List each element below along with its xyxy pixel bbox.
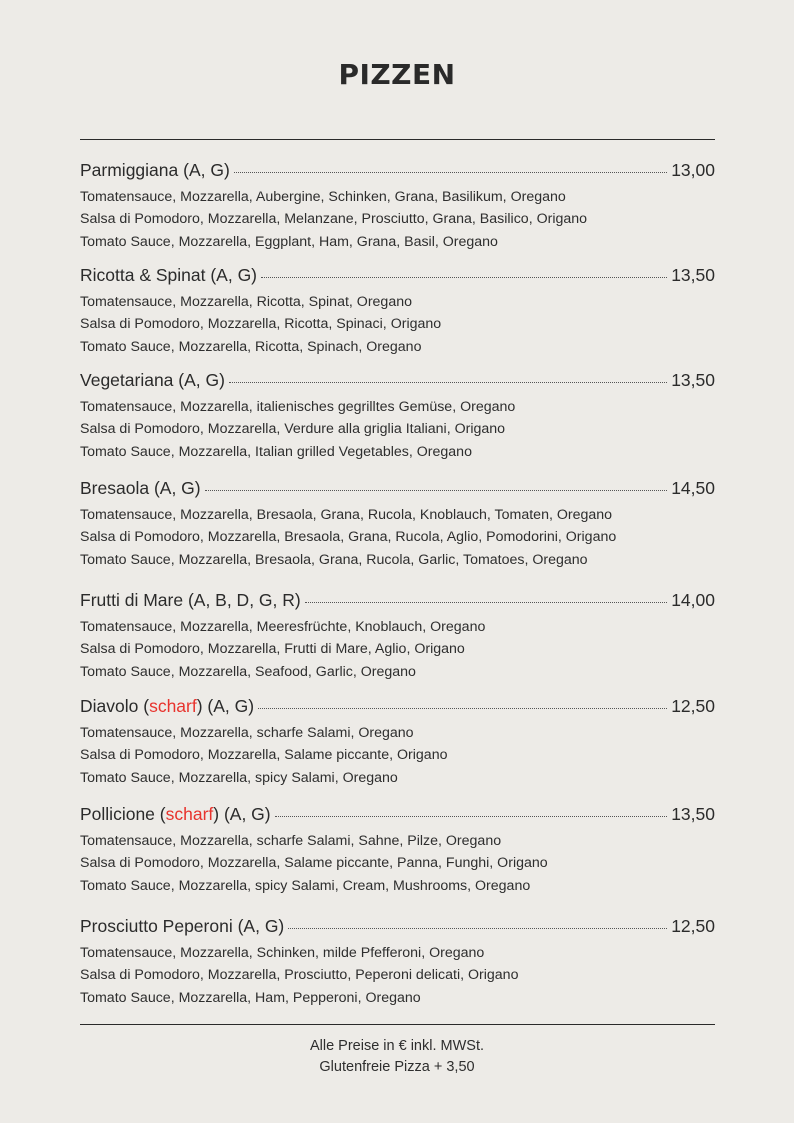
dot-leader <box>258 708 667 709</box>
dot-leader <box>205 490 668 491</box>
menu-item <box>80 265 715 358</box>
dot-leader <box>229 382 667 383</box>
menu-item-name: Pollicione (scharf) (A, G) <box>80 804 271 824</box>
menu-item-price: 12,50 <box>671 916 715 936</box>
description-de: Tomatensauce, Mozzarella, Ricotta, Spinat, Oregano <box>80 294 412 310</box>
description-en: Tomato Sauce, Mozzarella, Ricotta, Spinach, Oregano <box>80 338 422 355</box>
menu-item-name: Bresaola (A, G) <box>80 478 201 498</box>
menu-item-price: 12,50 <box>671 696 715 716</box>
description-en: Tomato Sauce, Mozzarella, spicy Salami, Cream, Mushrooms, Oregano <box>80 877 531 894</box>
description-de: Tomatensauce, Mozzarella, Meeresfrüchte, Knoblauch, Oregano <box>80 619 486 635</box>
menu-item-header <box>80 265 715 291</box>
description-de: Tomatensauce, Mozzarella, scharfe Salami, Sahne, Pilze, Oregano <box>80 833 502 849</box>
menu-item-header <box>80 478 715 504</box>
dot-leader <box>288 928 667 929</box>
price-note <box>0 1036 794 1078</box>
description-de: Tomatensauce, Mozzarella, italienisches gegrilltes Gemüse, Oregano <box>80 399 516 415</box>
description-it: Salsa di Pomodoro, Mozzarella, Bresaola, Grana, Rucola, Aglio, Pomodorini, Origano <box>80 529 617 546</box>
gluten-free-note: Glutenfreie Pizza + 3,50 <box>319 1059 475 1075</box>
menu-item-header <box>80 590 715 616</box>
dot-leader <box>275 816 668 817</box>
description-en: Tomato Sauce, Mozzarella, Bresaola, Grana, Rucola, Garlic, Tomatoes, Oregano <box>80 551 588 568</box>
dot-leader <box>234 172 667 173</box>
description-it: Salsa di Pomodoro, Mozzarella, Frutti di Mare, Aglio, Origano <box>80 641 465 658</box>
menu-item <box>80 696 715 789</box>
menu-item <box>80 160 715 253</box>
spicy-label: scharf <box>149 696 197 716</box>
description-en: Tomato Sauce, Mozzarella, Ham, Pepperoni, Oregano <box>80 989 421 1006</box>
dot-leader <box>261 277 667 278</box>
description-it: Salsa di Pomodoro, Mozzarella, Salame piccante, Origano <box>80 747 448 764</box>
description-de: Tomatensauce, Mozzarella, Aubergine, Schinken, Grana, Basilikum, Oregano <box>80 189 566 205</box>
description-de: Tomatensauce, Mozzarella, Bresaola, Grana, Rucola, Knoblauch, Tomaten, Oregano <box>80 507 613 523</box>
menu-item-price: 14,50 <box>671 478 715 498</box>
menu-item-header <box>80 916 715 942</box>
menu-item-name: Prosciutto Peperoni (A, G) <box>80 916 285 936</box>
description-en: Tomato Sauce, Mozzarella, Eggplant, Ham, Grana, Basil, Oregano <box>80 233 498 250</box>
menu-item-name: Parmiggiana (A, G) <box>80 160 230 180</box>
menu-item-name: Ricotta & Spinat (A, G) <box>80 265 258 285</box>
menu-item <box>80 590 715 683</box>
menu-item-name: Vegetariana (A, G) <box>80 370 225 390</box>
top-divider <box>80 139 715 140</box>
menu-item-price: 14,00 <box>671 590 715 610</box>
description-de: Tomatensauce, Mozzarella, Schinken, milde Pfefferoni, Oregano <box>80 945 485 961</box>
description-it: Salsa di Pomodoro, Mozzarella, Melanzane, Prosciutto, Grana, Basilico, Origano <box>80 211 588 228</box>
menu-item <box>80 804 715 897</box>
bottom-divider <box>80 1024 715 1025</box>
page-title: PIZZEN <box>338 58 456 91</box>
menu-item <box>80 370 715 463</box>
menu-item-header <box>80 804 715 830</box>
description-en: Tomato Sauce, Mozzarella, spicy Salami, Oregano <box>80 769 398 786</box>
menu-item-price: 13,50 <box>671 265 715 285</box>
menu-item-name: Frutti di Mare (A, B, D, G, R) <box>80 590 301 610</box>
menu-item-name: Diavolo (scharf) (A, G) <box>80 696 255 716</box>
menu-item-price: 13,00 <box>671 160 715 180</box>
description-it: Salsa di Pomodoro, Mozzarella, Verdure alla griglia Italiani, Origano <box>80 421 506 438</box>
menu-item-header <box>80 696 715 722</box>
menu-item <box>80 916 715 1009</box>
vat-note: Alle Preise in € inkl. MWSt. <box>309 1038 485 1054</box>
description-de: Tomatensauce, Mozzarella, scharfe Salami, Oregano <box>80 725 414 741</box>
description-en: Tomato Sauce, Mozzarella, Italian grilled Vegetables, Oregano <box>80 443 472 460</box>
menu-item <box>80 478 715 571</box>
menu-item-header <box>80 160 715 186</box>
description-it: Salsa di Pomodoro, Mozzarella, Prosciutto, Peperoni delicati, Origano <box>80 967 519 984</box>
description-it: Salsa di Pomodoro, Mozzarella, Salame piccante, Panna, Funghi, Origano <box>80 855 548 872</box>
description-it: Salsa di Pomodoro, Mozzarella, Ricotta, Spinaci, Origano <box>80 316 442 333</box>
menu-item-price: 13,50 <box>671 370 715 390</box>
menu-item-header <box>80 370 715 396</box>
dot-leader <box>305 602 667 603</box>
spicy-label: scharf <box>165 804 214 824</box>
description-en: Tomato Sauce, Mozzarella, Seafood, Garlic, Oregano <box>80 663 416 680</box>
menu-item-price: 13,50 <box>671 804 715 824</box>
